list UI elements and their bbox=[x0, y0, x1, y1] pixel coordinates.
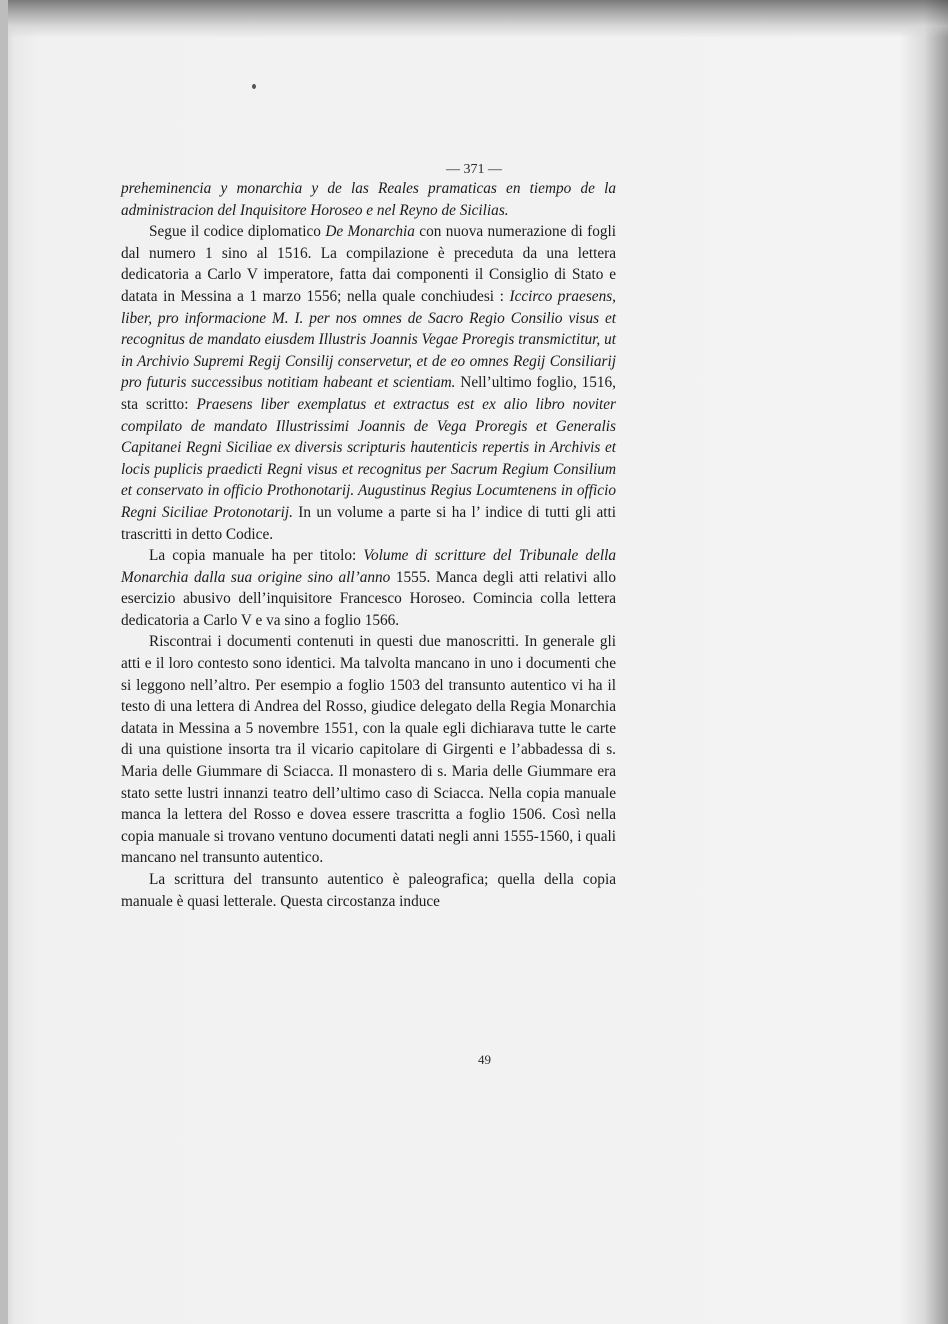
page-right-shadow bbox=[924, 0, 948, 1324]
body-text bbox=[121, 178, 616, 912]
italic-text-run: Iccirco praesens, liber, pro informacione M. I. per nos omnes de Sacro Regio Consilio visus et recognitus de mandato eiusdem Illustris Joannis Vegae Proregis transmictitur, ut in Archivio Supremi Regij Consilij conservetur, et de eo omnes Regij Consiliarij pro futuris successibus notitiam habeant et scientiam. bbox=[121, 287, 617, 392]
text-run: Nell’ultimo foglio, 1516, sta scritto: bbox=[121, 374, 616, 413]
page-left-edge bbox=[0, 0, 8, 1324]
page-number-header: — 371 — bbox=[446, 162, 502, 177]
text-run: Segue il codice diplomatico bbox=[149, 223, 326, 241]
text-run: La copia manuale ha per titolo: bbox=[149, 547, 364, 565]
italic-text-run: Praesens liber exemplatus et extractus est ex alio libro noviter compilato de mandato Illustrissimi Joannis de Vega Proregis et Generalis Capitanei Regni Siciliae ex diversis scripturis hautenticis repertis in Archivis et locis puplicis praedicti Regni visus et recognitus per Sacrum Regium Consilium et conservato in officio Prothonotarij. Augustinus Regius Locumtenens in officio Regni Siciliae Protonotarij. bbox=[121, 395, 616, 521]
page-top-shadow bbox=[0, 0, 948, 38]
text-run: Riscontrai i documenti contenuti in questi due manoscritti. In generale gli atti e il loro contesto sono identici. Ma talvolta mancano in uno i documenti che si leggono nell’altro. Per esempio a foglio 1503 del transunto autentico vi ha il testo di una lettera di Andrea del Rosso, giudice delegato della Regia Monarchia datata in Messina a 5 novembre 1551, con la quale egli dichiarava tutte le carte di una quistione insorta tra il vicario capitolare di Girgenti e l’abbadessa di s. Maria delle Giummare di Sciacca. Il monastero di s. Maria delle Giummare era stato sette lustri innanzi teatro dell’ultimo caso di Sciacca. Nella copia manuale manca la lettera del Rosso e dovea essere trascritta a foglio 1506. Così nella copia manuale si trovano ventuno documenti datati negli anni 1555-1560, i quali mancano nel transunto autentico. bbox=[121, 633, 616, 867]
paragraph bbox=[121, 545, 616, 631]
ink-speck bbox=[252, 84, 256, 89]
paragraph bbox=[121, 869, 616, 912]
paragraph bbox=[121, 178, 616, 221]
paragraph bbox=[121, 221, 616, 545]
italic-text-run: Volume di scritture del Tribunale della Monarchia dalla sua origine sino all’anno bbox=[121, 547, 616, 586]
text-run: In un volume a parte si ha l’ indice di tutti gli atti trascritti in detto Codice. bbox=[121, 503, 616, 543]
paragraph bbox=[121, 631, 616, 869]
italic-text-run: De Monarchia bbox=[325, 223, 415, 241]
signature-mark: 49 bbox=[478, 1052, 491, 1067]
text-run: La scrittura del transunto autentico è paleografica; quella della copia manuale è quasi letterale. Questa circostanza induce bbox=[121, 871, 616, 910]
text-run: 1555. Manca degli atti relativi allo esercizio abusivo dell’inquisitore Francesco Horoseo. Comincia colla lettera dedicatoria a Carlo V e va sino a foglio 1566. bbox=[121, 568, 617, 629]
text-run: con nuova numerazione di fogli dal numero 1 sino al 1516. La compilazione è preceduta da una lettera dedicatoria a Carlo V imperatore, fatta dai componenti il Consiglio di Stato e datata in Messina a 1 marzo 1556; nella quale conchiudesi : bbox=[121, 223, 616, 305]
italic-text-run: preheminencia y monarchia y de las Reales pramaticas en tiempo de la administracion del Inquisitore Horoseo e nel Reyno de Sicilias. bbox=[121, 180, 616, 219]
